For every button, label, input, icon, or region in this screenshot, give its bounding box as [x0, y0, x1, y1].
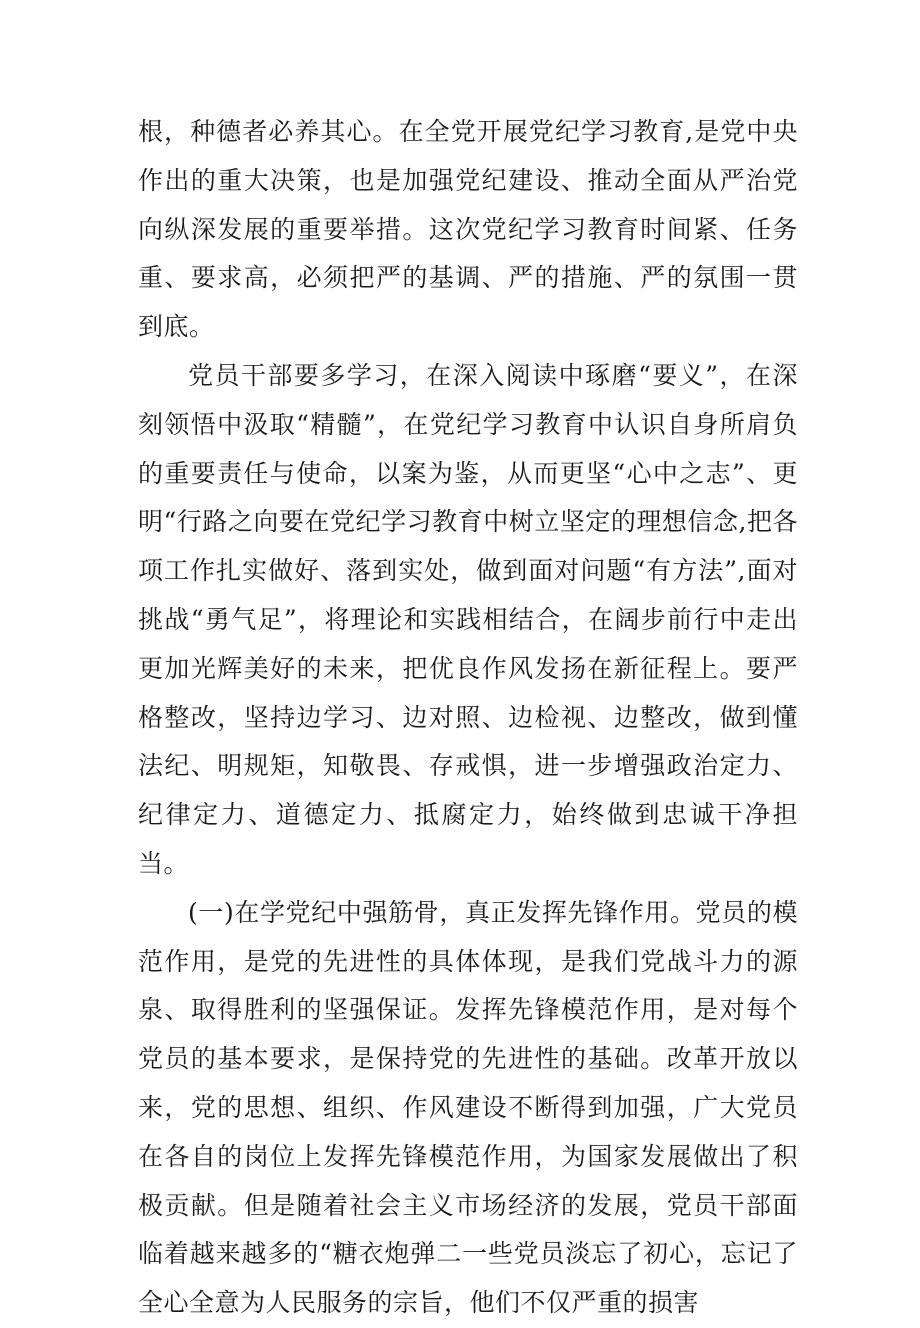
paragraph-section-one: (一)在学党纪中强筋骨，真正发挥先锋作用。党员的模范作用，是党的先进性的具体体现，是我们党战斗力的源泉、取得胜利的坚强保证。发挥先锋模范作用，是对每个党员的基本要求，是保持党的先进性的基础。改革开放以来，党的思想、组织、作风建设不断得到加强，广大党员在各自的岗位上发挥先锋模范作用，为国家发展做出了积极贡献。但是随着社会主义市场经济的发展，党员干部面临着越来越多的“糖衣炮弹二一些党员淡忘了初心，忘记了全心全意为人民服务的宗旨，他们不仅严重的损害	[138, 897, 798, 1318]
paragraph-party-member-study: 党员干部要多学习，在深入阅读中琢磨“要义”，在深刻领悟中汲取“精髓”，在党纪学习教育中认识自身所肩负的重要责任与使命，以案为鉴，从而更坚“心中之志”、更明“行路之向要在党纪学习教育中树立坚定的理想信念,把各项工作扎实做好、落到实处，做到面对问题“有方法”,面对挑战“勇气足”，将理论和实践相结合，在阔步前行中走出更加光辉美好的未来，把优良作风发扬在新征程上。要严格整改，坚持边学习、边对照、边检视、边整改，做到懂法纪、明规矩，知敬畏、存戒惧，进一步增强政治定力、纪律定力、道德定力、抵腐定力，始终做到忠诚干净担当。	[138, 360, 798, 878]
document-body	[138, 108, 798, 1328]
paragraph-continued: 根，种德者必养其心。在全党开展党纪学习教育,是党中央作出的重大决策，也是加强党纪建设、推动全面从严治党向纵深发展的重要举措。这次党纪学习教育时间紧、任务重、要求高，必须把严的基调、严的措施、严的氛围一贯到底。	[138, 117, 798, 342]
